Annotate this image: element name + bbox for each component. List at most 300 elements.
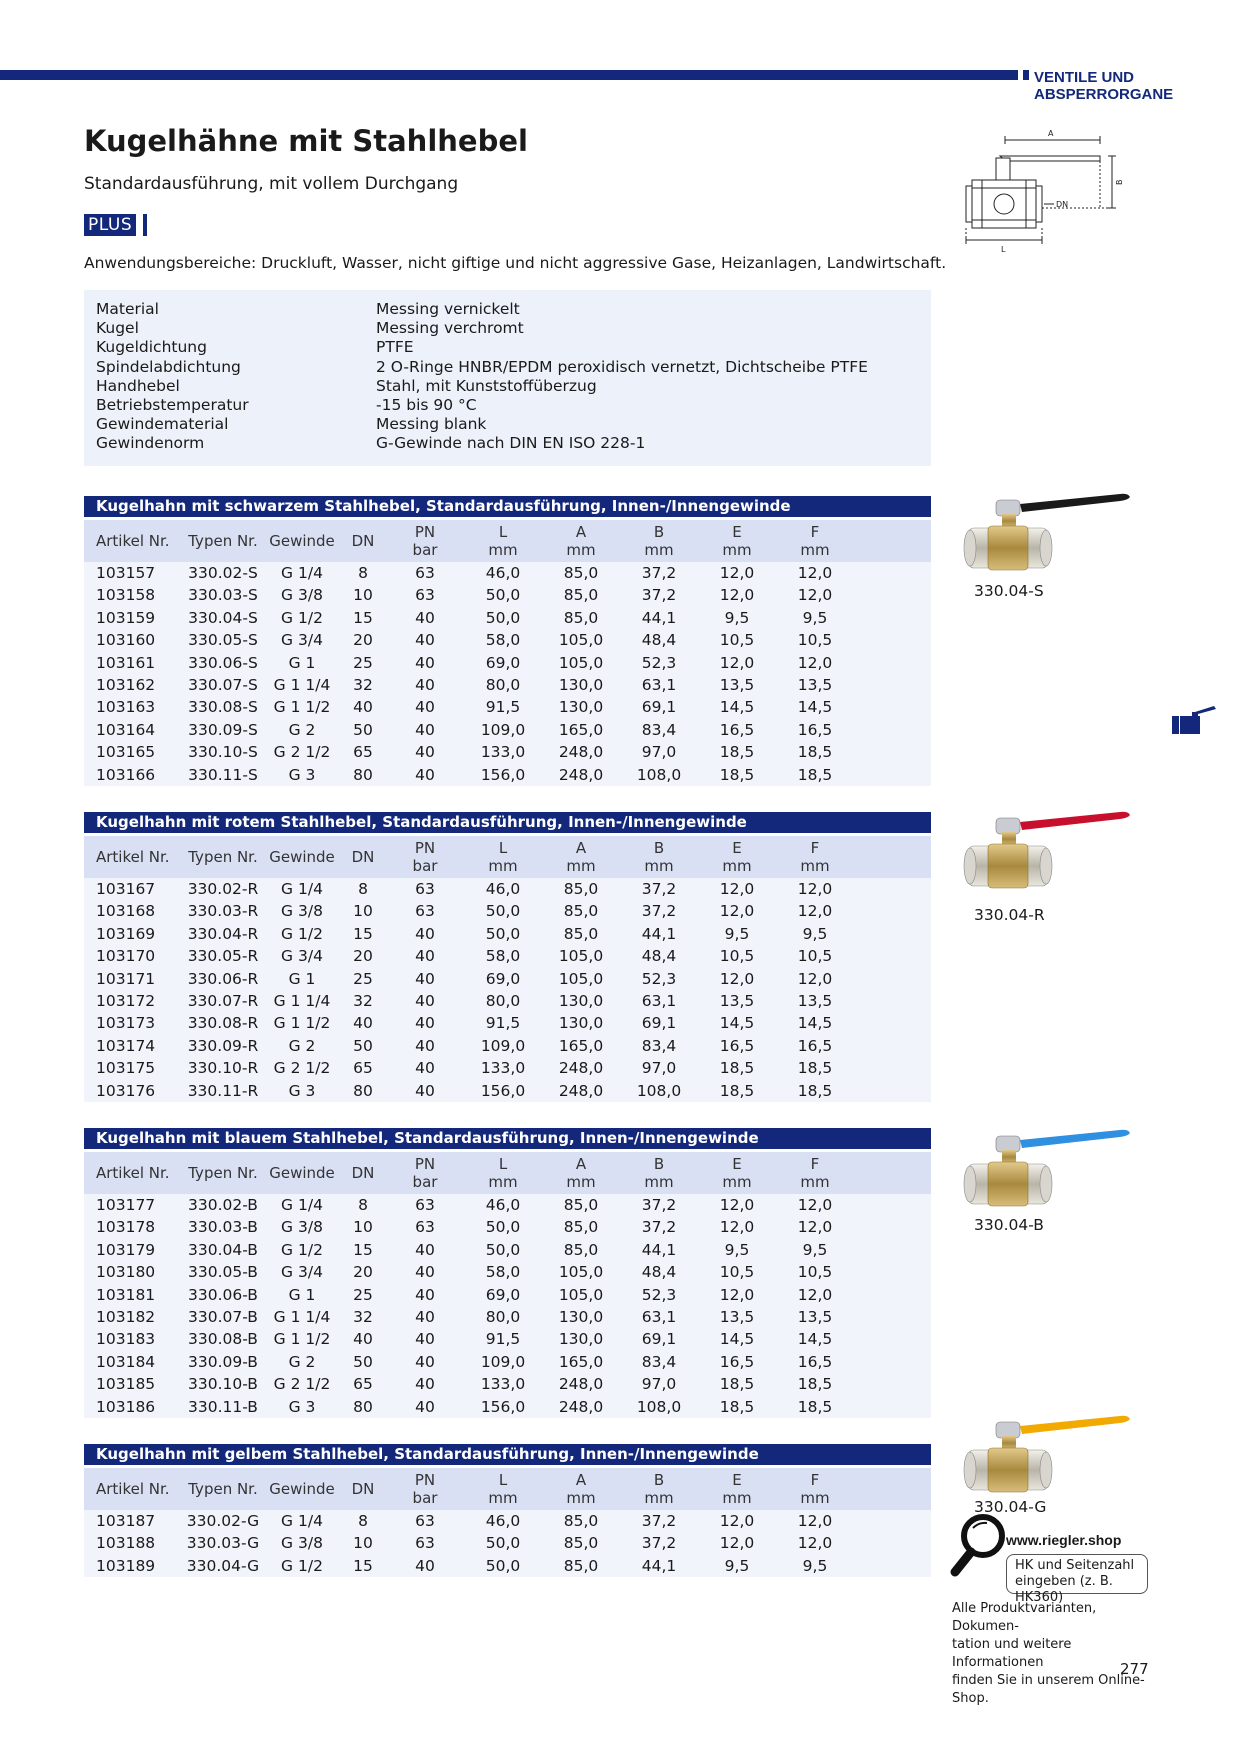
table-cell: 40 — [415, 1263, 435, 1282]
table-header — [84, 1468, 931, 1510]
table-cell: 12,0 — [797, 564, 833, 582]
table-cell: 9,5 — [724, 1240, 750, 1259]
table-cell: 63 — [415, 1196, 435, 1214]
column-header-pn — [386, 1468, 464, 1510]
table-cell: 133,0 — [480, 743, 526, 762]
table-cell: 248,0 — [558, 1397, 604, 1416]
table-cell: 108,0 — [636, 1081, 682, 1100]
table-cell: 58,0 — [485, 1263, 521, 1282]
column-header-typen — [182, 1152, 264, 1194]
table-cell: 52,3 — [641, 1285, 677, 1304]
table-cell: 103186 — [96, 1397, 156, 1416]
table-cell: 37,2 — [641, 564, 677, 582]
table-cell: 16,5 — [719, 720, 755, 739]
column-header-l — [464, 520, 542, 562]
table-cell: 330.09-B — [188, 1352, 258, 1371]
table-cell: 50,0 — [485, 1534, 521, 1553]
column-header-text: mm — [800, 541, 830, 559]
section-title: Kugelhahn mit gelbem Stahlhebel, Standardausführung, Innen-/Innengewinde — [84, 1444, 931, 1465]
table-cell: 105,0 — [558, 947, 604, 966]
table-cell: 85,0 — [563, 608, 599, 627]
table-cell: G 3/4 — [281, 947, 323, 966]
table-cell: 103179 — [96, 1240, 156, 1259]
table-cell: 40 — [353, 698, 373, 717]
table-cell: 13,5 — [719, 675, 755, 694]
table-cell: 15 — [353, 1556, 373, 1575]
table-cell: 40 — [415, 653, 435, 672]
table-cell: G 2 — [288, 720, 316, 739]
table-row — [84, 1057, 931, 1079]
table-cell: G 3/4 — [281, 631, 323, 650]
table-row — [84, 741, 931, 763]
table-cell: 12,0 — [797, 1196, 833, 1214]
table-cell: 97,0 — [641, 1059, 677, 1078]
column-header-text: PN — [414, 839, 436, 857]
column-header-f — [776, 836, 854, 878]
table-cell: 330.11-R — [187, 1081, 259, 1100]
ball-valve-image — [960, 490, 1140, 580]
plus-badge: PLUS — [84, 214, 136, 236]
column-header-dn — [340, 1152, 386, 1194]
table-cell: 103168 — [96, 902, 156, 921]
column-header-text: mm — [800, 857, 830, 875]
table-cell: 330.03-R — [187, 902, 259, 921]
table-row — [84, 719, 931, 741]
table-cell: 16,5 — [797, 720, 833, 739]
table-row — [84, 878, 931, 900]
table-cell: 18,5 — [719, 743, 755, 762]
table-cell: 18,5 — [797, 1375, 833, 1394]
table-cell: 20 — [353, 947, 373, 966]
column-header-text: Typen Nr. — [188, 848, 258, 866]
table-cell: 10,5 — [797, 947, 833, 966]
column-header-text: L — [498, 523, 508, 541]
dim-label-a: A — [1048, 129, 1054, 138]
table-cell: 103185 — [96, 1375, 156, 1394]
material-key: Gewindematerial — [96, 415, 229, 434]
table-row — [84, 1328, 931, 1350]
column-header-text: mm — [644, 1489, 674, 1507]
column-header-text: Typen Nr. — [188, 1164, 258, 1182]
table-cell: G 1 — [288, 653, 316, 672]
table-cell: 103184 — [96, 1352, 156, 1371]
table-cell: 103159 — [96, 608, 156, 627]
table-cell: 103171 — [96, 969, 156, 988]
table-row — [84, 652, 931, 674]
material-key: Gewindenorm — [96, 434, 205, 453]
column-header-text: F — [810, 1471, 820, 1489]
shop-info-line-3: finden Sie in unserem Online-Shop. — [952, 1673, 1145, 1706]
table-cell: 85,0 — [563, 880, 599, 898]
table-cell: G 1/2 — [281, 1556, 323, 1575]
column-header-text: Gewinde — [269, 1480, 335, 1498]
column-header-text: Gewinde — [269, 848, 335, 866]
material-key: Material — [96, 300, 159, 318]
table-cell: 105,0 — [558, 631, 604, 650]
material-row — [96, 377, 919, 396]
table-cell: 330.10-S — [188, 743, 258, 762]
table-cell: 105,0 — [558, 653, 604, 672]
column-header-pn — [386, 836, 464, 878]
column-header-text: DN — [351, 848, 375, 866]
table-row — [84, 945, 931, 967]
table-cell: 50,0 — [485, 1218, 521, 1237]
table-cell: 40 — [415, 1036, 435, 1055]
table-cell: 10 — [353, 1218, 373, 1237]
table-cell: 16,5 — [719, 1036, 755, 1055]
table-cell: 330.07-B — [188, 1307, 258, 1326]
table-cell: 40 — [415, 1556, 435, 1575]
column-header-e — [698, 1152, 776, 1194]
table-row — [84, 1532, 931, 1554]
table-cell: 46,0 — [485, 1196, 521, 1214]
shop-info-line-1: Alle Produktvarianten, Dokumen- — [952, 1601, 1097, 1634]
table-row — [84, 674, 931, 696]
column-header-a — [542, 1468, 620, 1510]
column-header-text: Typen Nr. — [188, 532, 258, 550]
table-cell: 103165 — [96, 743, 156, 762]
table-cell: G 3 — [288, 1397, 316, 1416]
material-value: -15 bis 90 °C — [376, 396, 477, 415]
table-cell: 10 — [353, 586, 373, 605]
table-cell: 330.07-R — [187, 991, 259, 1010]
column-header-gewinde — [264, 1152, 340, 1194]
column-header-gewinde — [264, 836, 340, 878]
table-cell: 80,0 — [485, 991, 521, 1010]
table-cell: 40 — [353, 1330, 373, 1349]
table-cell: 40 — [353, 1014, 373, 1033]
table-cell: 12,0 — [719, 1534, 755, 1553]
table-cell: 14,5 — [797, 1330, 833, 1349]
table-row — [84, 584, 931, 606]
product-section — [84, 1128, 931, 1418]
table-cell: 109,0 — [480, 1036, 526, 1055]
table-cell: 40 — [415, 1240, 435, 1259]
table-cell: 37,2 — [641, 586, 677, 605]
table-cell: G 3/8 — [281, 586, 323, 605]
column-header-text: mm — [566, 541, 596, 559]
material-row — [96, 434, 919, 453]
table-cell: 248,0 — [558, 1059, 604, 1078]
table-cell: 85,0 — [563, 1534, 599, 1553]
table-cell: 330.09-R — [187, 1036, 259, 1055]
material-key: Spindelabdichtung — [96, 357, 241, 376]
table-cell: G 1/2 — [281, 1240, 323, 1259]
table-cell: 9,5 — [724, 1556, 750, 1575]
table-cell: 18,5 — [797, 1081, 833, 1100]
table-cell: 83,4 — [641, 1036, 677, 1055]
column-header-text: mm — [800, 1489, 830, 1507]
table-cell: G 1 1/2 — [273, 698, 331, 717]
column-header-text: DN — [351, 1480, 375, 1498]
table-cell: 10,5 — [797, 631, 833, 650]
section-title: Kugelhahn mit blauem Stahlhebel, Standardausführung, Innen-/Innengewinde — [84, 1128, 931, 1149]
column-header-text: PN — [414, 1155, 436, 1173]
table-cell: 69,0 — [485, 969, 521, 988]
table-row — [84, 629, 931, 651]
table-cell: 44,1 — [641, 608, 677, 627]
material-value: Stahl, mit Kunststoffüberzug — [376, 376, 597, 395]
column-header-b — [620, 520, 698, 562]
table-cell: G 1/4 — [281, 564, 323, 582]
material-row — [96, 300, 919, 319]
table-cell: 65 — [353, 743, 373, 762]
table-cell: 330.03-S — [188, 586, 258, 605]
table-cell: 12,0 — [719, 1285, 755, 1304]
table-cell: 44,1 — [641, 1240, 677, 1259]
column-header-text: bar — [412, 541, 438, 559]
table-cell: 40 — [415, 924, 435, 943]
table-cell: 13,5 — [719, 991, 755, 1010]
table-cell: 8 — [358, 1196, 368, 1214]
table-body — [84, 1510, 931, 1577]
table-cell: 13,5 — [797, 675, 833, 694]
column-header-text: mm — [722, 1489, 752, 1507]
table-cell: 330.11-S — [188, 765, 258, 784]
column-header-text: mm — [644, 857, 674, 875]
table-cell: 69,0 — [485, 653, 521, 672]
column-header-artikel — [84, 836, 182, 878]
column-header-text: bar — [412, 1173, 438, 1191]
table-cell: 14,5 — [719, 1014, 755, 1033]
shop-url[interactable]: www.riegler.shop — [1006, 1532, 1122, 1548]
table-cell: 40 — [415, 743, 435, 762]
column-header-text: Artikel Nr. — [96, 1480, 170, 1498]
table-cell: 330.02-R — [187, 880, 259, 898]
table-cell: 330.05-S — [188, 631, 258, 650]
column-header-a — [542, 520, 620, 562]
column-header-text: mm — [644, 541, 674, 559]
material-row — [96, 338, 919, 357]
table-cell: 40 — [415, 947, 435, 966]
table-cell: 85,0 — [563, 1218, 599, 1237]
column-header-text: mm — [566, 857, 596, 875]
table-cell: 12,0 — [719, 969, 755, 988]
dim-label-b: B — [1115, 179, 1124, 185]
section-title: Kugelhahn mit schwarzem Stahlhebel, Standardausführung, Innen-/Innengewinde — [84, 496, 931, 517]
table-cell: 18,5 — [719, 1059, 755, 1078]
table-cell: 103181 — [96, 1285, 156, 1304]
dim-label-dn: DN — [1056, 200, 1069, 209]
column-header-text: mm — [722, 1173, 752, 1191]
table-row — [84, 968, 931, 990]
table-cell: 97,0 — [641, 743, 677, 762]
table-cell: 12,0 — [719, 1512, 755, 1530]
table-cell: 103158 — [96, 586, 156, 605]
table-cell: 8 — [358, 564, 368, 582]
table-cell: 103183 — [96, 1330, 156, 1349]
shop-info-line-2: tation und weitere Informationen — [952, 1637, 1072, 1670]
table-row — [84, 900, 931, 922]
column-header-b — [620, 1152, 698, 1194]
table-cell: 46,0 — [485, 880, 521, 898]
material-value: 2 O-Ringe HNBR/EPDM peroxidisch vernetzt, Dichtscheibe PTFE — [376, 357, 868, 376]
table-cell: 9,5 — [724, 608, 750, 627]
table-row — [84, 1510, 931, 1532]
column-header-b — [620, 836, 698, 878]
table-cell: 10 — [353, 1534, 373, 1553]
table-cell: 12,0 — [719, 880, 755, 898]
table-cell: 40 — [415, 1014, 435, 1033]
table-cell: 63 — [415, 586, 435, 605]
table-cell: 83,4 — [641, 1352, 677, 1371]
application-text: Anwendungsbereiche: Druckluft, Wasser, nicht giftige und nicht aggressive Gase, Heizanlagen, Landwirtschaft. — [84, 254, 947, 272]
table-cell: 12,0 — [719, 902, 755, 921]
table-header — [84, 520, 931, 562]
table-cell: 40 — [415, 1081, 435, 1100]
table-cell: G 3/4 — [281, 1263, 323, 1282]
column-header-artikel — [84, 1468, 182, 1510]
table-cell: 85,0 — [563, 586, 599, 605]
table-row — [84, 1239, 931, 1261]
table-cell: 63,1 — [641, 675, 677, 694]
table-cell: 50,0 — [485, 902, 521, 921]
table-cell: 108,0 — [636, 765, 682, 784]
product-image-label: 330.04-B — [974, 1216, 1044, 1234]
table-cell: 103178 — [96, 1218, 156, 1237]
magnifier-icon — [945, 1510, 1010, 1585]
table-cell: 63 — [415, 880, 435, 898]
table-cell: 15 — [353, 608, 373, 627]
column-header-typen — [182, 836, 264, 878]
table-cell: 103173 — [96, 1014, 156, 1033]
table-cell: 130,0 — [558, 675, 604, 694]
material-row — [96, 396, 919, 415]
table-cell: 50,0 — [485, 608, 521, 627]
column-header-text: mm — [722, 857, 752, 875]
table-cell: G 3/8 — [281, 902, 323, 921]
table-cell: G 1/4 — [281, 1196, 323, 1214]
column-header-text: F — [810, 1155, 820, 1173]
table-cell: 46,0 — [485, 564, 521, 582]
table-cell: 330.09-S — [188, 720, 258, 739]
dimension-diagram — [960, 128, 1130, 254]
table-cell: G 3/8 — [281, 1534, 323, 1553]
table-row — [84, 607, 931, 629]
column-header-text: F — [810, 523, 820, 541]
table-row — [84, 1035, 931, 1057]
column-header-f — [776, 1468, 854, 1510]
table-cell: 50 — [353, 1036, 373, 1055]
table-cell: 18,5 — [797, 1397, 833, 1416]
table-header — [84, 1152, 931, 1194]
table-cell: 165,0 — [558, 1036, 604, 1055]
table-cell: 63 — [415, 902, 435, 921]
column-header-text: Artikel Nr. — [96, 1164, 170, 1182]
table-cell: 133,0 — [480, 1375, 526, 1394]
column-header-text: mm — [644, 1173, 674, 1191]
table-cell: 40 — [415, 991, 435, 1010]
column-header-text: L — [498, 1155, 508, 1173]
column-header-text: A — [575, 1471, 587, 1489]
table-cell: 130,0 — [558, 1330, 604, 1349]
table-row — [84, 1284, 931, 1306]
material-value: Messing blank — [376, 415, 487, 434]
table-cell: 10,5 — [797, 1263, 833, 1282]
column-header-text: B — [653, 523, 665, 541]
table-cell: 18,5 — [797, 765, 833, 784]
table-cell: 103187 — [96, 1512, 156, 1530]
material-key: Kugel — [96, 319, 139, 338]
column-header-text: PN — [414, 523, 436, 541]
table-cell: 330.05-R — [187, 947, 259, 966]
table-body — [84, 562, 931, 786]
table-cell: 69,1 — [641, 1014, 677, 1033]
table-cell: G 1 1/4 — [273, 991, 331, 1010]
table-cell: 13,5 — [797, 991, 833, 1010]
table-cell: 25 — [353, 969, 373, 988]
table-body — [84, 878, 931, 1102]
column-header-gewinde — [264, 520, 340, 562]
table-cell: 133,0 — [480, 1059, 526, 1078]
table-cell: 330.02-S — [188, 564, 258, 582]
table-cell: 52,3 — [641, 653, 677, 672]
ball-valve-image — [960, 1126, 1140, 1216]
table-cell: 14,5 — [797, 698, 833, 717]
page-subtitle: Standardausführung, mit vollem Durchgang — [84, 174, 459, 194]
table-cell: 8 — [358, 1512, 368, 1530]
column-header-text: Artikel Nr. — [96, 848, 170, 866]
material-row — [96, 358, 919, 377]
table-cell: 25 — [353, 653, 373, 672]
table-cell: 12,0 — [797, 1285, 833, 1304]
table-cell: 37,2 — [641, 1196, 677, 1214]
shop-hint-box — [1006, 1554, 1148, 1605]
table-cell: G 2 1/2 — [273, 1375, 331, 1394]
product-section — [84, 1444, 931, 1577]
table-cell: G 1 — [288, 1285, 316, 1304]
column-header-text: L — [498, 839, 508, 857]
table-cell: 40 — [415, 1352, 435, 1371]
table-cell: 12,0 — [719, 1196, 755, 1214]
table-cell: 12,0 — [719, 564, 755, 582]
table-cell: 80 — [353, 1081, 373, 1100]
table-cell: 105,0 — [558, 1263, 604, 1282]
table-cell: 63 — [415, 1512, 435, 1530]
column-header-dn — [340, 520, 386, 562]
table-cell: 85,0 — [563, 1240, 599, 1259]
table-cell: 165,0 — [558, 1352, 604, 1371]
table-cell: 105,0 — [558, 969, 604, 988]
material-table — [84, 290, 931, 466]
table-cell: 91,5 — [485, 698, 521, 717]
table-row — [84, 562, 931, 584]
table-cell: 15 — [353, 1240, 373, 1259]
material-value: Messing verchromt — [376, 319, 524, 338]
column-header-a — [542, 836, 620, 878]
column-header-gewinde — [264, 1468, 340, 1510]
table-cell: 12,0 — [797, 1512, 833, 1530]
table-cell: 63,1 — [641, 1307, 677, 1326]
table-cell: 32 — [353, 1307, 373, 1326]
table-cell: 40 — [415, 631, 435, 650]
table-cell: G 2 1/2 — [273, 1059, 331, 1078]
table-cell: 16,5 — [797, 1352, 833, 1371]
table-cell: 330.04-B — [188, 1240, 258, 1259]
table-cell: 103188 — [96, 1534, 156, 1553]
column-header-l — [464, 836, 542, 878]
table-cell: 44,1 — [641, 1556, 677, 1575]
table-cell: 15 — [353, 924, 373, 943]
table-cell: 12,0 — [719, 1218, 755, 1237]
table-cell: 44,1 — [641, 924, 677, 943]
column-header-text: B — [653, 839, 665, 857]
table-cell: G 2 1/2 — [273, 743, 331, 762]
table-cell: 37,2 — [641, 902, 677, 921]
column-header-text: mm — [488, 1489, 518, 1507]
table-cell: 103175 — [96, 1059, 156, 1078]
table-cell: G 1 1/2 — [273, 1330, 331, 1349]
